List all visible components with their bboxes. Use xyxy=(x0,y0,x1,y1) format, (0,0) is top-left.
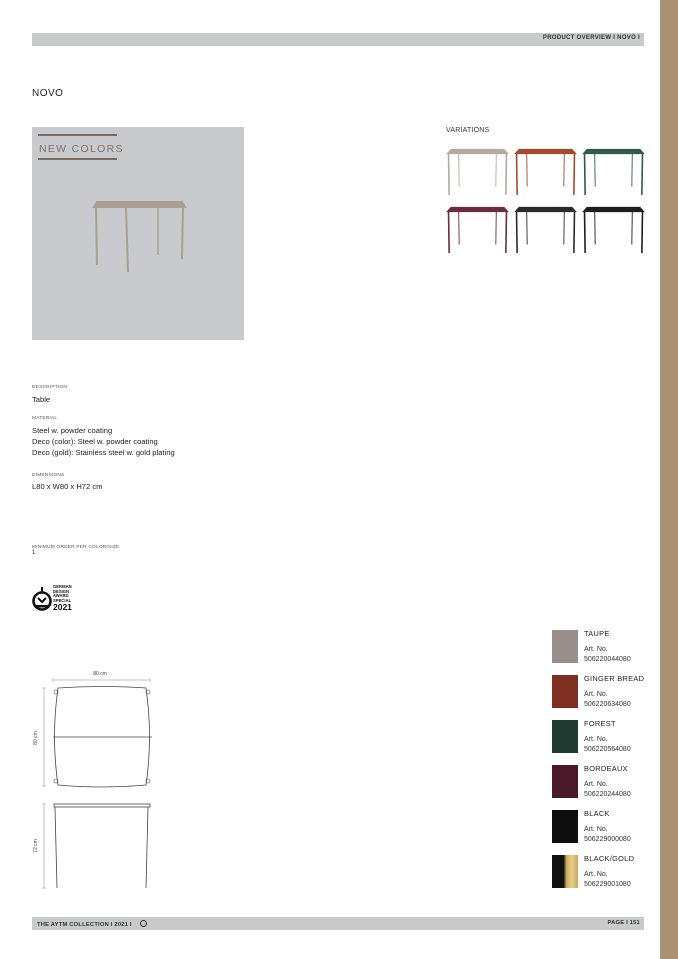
art-label: Art. No. xyxy=(584,781,608,788)
award-line: GERMAN xyxy=(53,584,72,589)
height-dimension-label: 72 cm xyxy=(33,839,39,853)
award-logo-icon xyxy=(32,586,52,612)
hero-image xyxy=(32,127,244,340)
variation-table-image xyxy=(582,201,645,254)
dimensions-label: DIMENSIONS xyxy=(32,473,65,478)
depth-dimension-label: 80 cm xyxy=(33,731,39,745)
side-strip xyxy=(660,0,678,959)
material-line: Steel w. powder coating xyxy=(32,426,113,435)
material-line: Deco (color): Steel w. powder coating xyxy=(32,437,158,446)
art-number: 506220244080 xyxy=(584,791,631,798)
page-number: PAGE I 151 xyxy=(607,920,640,926)
color-swatch xyxy=(552,630,578,663)
color-name: BLACK xyxy=(584,809,610,818)
art-number: 506220564080 xyxy=(584,746,631,753)
description-label: DESCRIPTION xyxy=(32,385,67,390)
brand-logo-icon xyxy=(140,920,147,927)
footer-collection xyxy=(37,920,147,928)
dimensions-value: L80 x W80 x H72 cm xyxy=(32,482,103,491)
award-year: 2021 xyxy=(53,602,72,613)
award-text xyxy=(53,585,72,612)
page-title: NOVO xyxy=(32,88,64,99)
variation-table-image xyxy=(514,143,577,196)
hero-table-image xyxy=(92,197,187,277)
variation-table-image xyxy=(582,143,645,196)
color-swatch xyxy=(552,765,578,798)
art-number: 506229000080 xyxy=(584,836,631,843)
color-art-number xyxy=(584,825,631,845)
color-name: BORDEAUX xyxy=(584,764,628,773)
art-label: Art. No. xyxy=(584,871,608,878)
award-line: SPECIAL xyxy=(53,597,72,603)
side-view-tabletop xyxy=(54,804,150,807)
variation-table-image xyxy=(514,201,577,254)
art-label: Art. No. xyxy=(584,826,608,833)
variations-label: VARIATIONS xyxy=(446,127,490,134)
description-value: Table xyxy=(32,395,51,404)
color-swatch xyxy=(552,675,578,708)
technical-drawing xyxy=(28,666,158,896)
variation-table-image xyxy=(446,201,509,254)
new-colors-badge: NEW COLORS xyxy=(39,143,124,155)
color-art-number xyxy=(584,780,631,800)
color-name: BLACK/GOLD xyxy=(584,854,635,863)
width-dimension-label: 80 cm xyxy=(93,671,107,677)
color-art-number xyxy=(584,870,631,890)
color-art-number xyxy=(584,690,631,710)
award-line: DESIGN xyxy=(53,588,70,594)
badge-rule-top xyxy=(38,134,117,136)
color-swatch xyxy=(552,810,578,843)
material-value xyxy=(32,425,175,458)
color-name: FOREST xyxy=(584,719,616,728)
min-order-value: 1 xyxy=(32,550,36,556)
min-order-label: MINIMUM ORDER PER COLOR/SIZE xyxy=(32,545,120,550)
color-art-number xyxy=(584,645,631,665)
art-label: Art. No. xyxy=(584,646,608,653)
art-number: 506220634080 xyxy=(584,701,631,708)
breadcrumb: PRODUCT OVERVIEW I NOVO I xyxy=(542,35,640,41)
badge-rule-bottom xyxy=(38,158,117,160)
footer-collection-text: THE AYTM COLLECTION I 2021 I xyxy=(37,922,132,928)
color-name: TAUPE xyxy=(584,629,610,638)
material-line: Deco (gold): Stainless steel w. gold plating xyxy=(32,448,175,457)
color-name: GINGER BREAD xyxy=(584,674,645,683)
color-art-number xyxy=(584,735,631,755)
art-label: Art. No. xyxy=(584,691,608,698)
art-label: Art. No. xyxy=(584,736,608,743)
variation-table-image xyxy=(446,143,509,196)
color-swatch xyxy=(552,720,578,753)
award-line: AWARD xyxy=(53,593,69,599)
header-bar xyxy=(32,33,644,46)
art-number: 506220044080 xyxy=(584,656,631,663)
art-number: 506229001080 xyxy=(584,881,631,888)
color-swatch xyxy=(552,855,578,888)
footer-bar xyxy=(32,917,644,930)
material-label: MATERIAL xyxy=(32,416,58,421)
